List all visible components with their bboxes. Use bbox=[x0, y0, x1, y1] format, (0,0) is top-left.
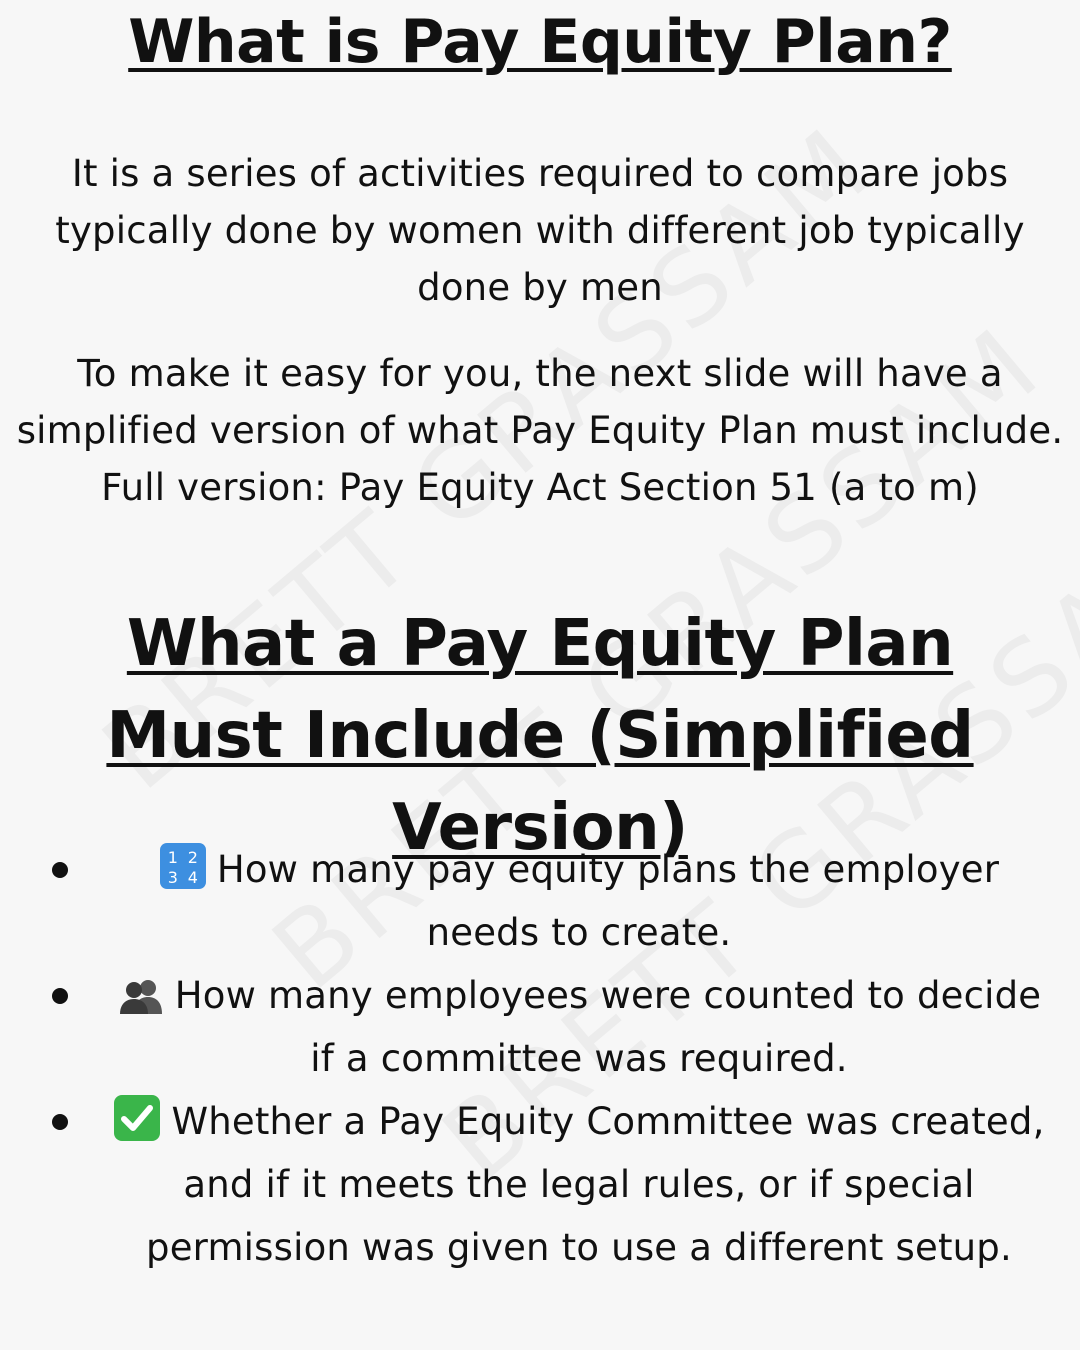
bullet-dot bbox=[52, 862, 68, 878]
check-mark-icon bbox=[113, 1094, 161, 1142]
list-item-text: Whether a Pay Equity Committee was created, and if it meets the legal rules, or if special permission was given to use a different setup. bbox=[146, 1100, 1045, 1269]
svg-text:2: 2 bbox=[187, 848, 199, 867]
list-item bbox=[0, 964, 1080, 1090]
svg-text:3: 3 bbox=[167, 868, 179, 887]
bullet-dot bbox=[52, 1114, 68, 1130]
people-icon bbox=[117, 976, 165, 1016]
page-title: What is Pay Equity Plan? bbox=[128, 7, 952, 77]
list-item-text: How many pay equity plans the employer needs to create. bbox=[216, 848, 1000, 954]
input-numbers-icon bbox=[159, 842, 207, 890]
list-item bbox=[0, 1090, 1080, 1279]
requirements-list bbox=[0, 838, 1080, 1279]
svg-text:4: 4 bbox=[187, 868, 199, 887]
bullet-dot bbox=[52, 988, 68, 1004]
intro-note-paragraph: To make it easy for you, the next slide will have a simplified version of what Pay Equity Plan must include. Full version: Pay Equity Act Section 51 (a to m) bbox=[16, 352, 1064, 509]
section-title: What a Pay Equity Plan Must Include (Simplified Version) bbox=[106, 607, 974, 865]
intro-paragraph: It is a series of activities required to compare jobs typically done by women with different job typically done by men bbox=[55, 152, 1025, 309]
svg-text:1: 1 bbox=[167, 848, 179, 867]
list-item bbox=[0, 838, 1080, 964]
list-item-text: How many employees were counted to decide if a committee was required. bbox=[174, 974, 1042, 1080]
